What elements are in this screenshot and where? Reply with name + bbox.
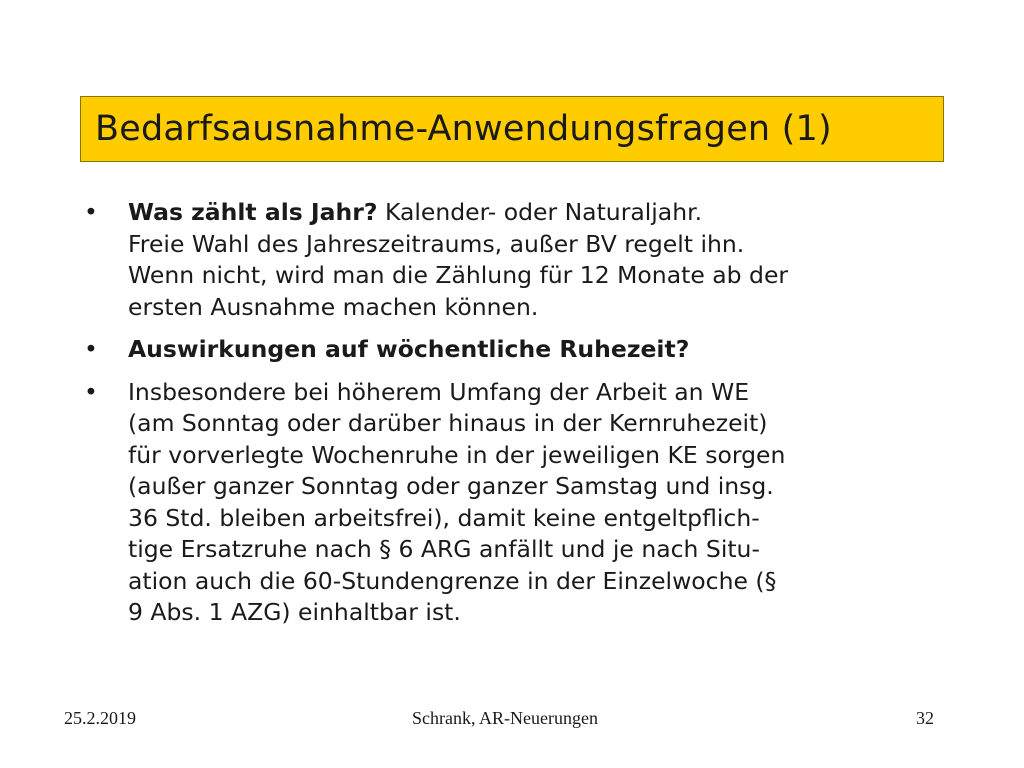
footer-author: Schrank, AR-Neuerungen: [412, 708, 598, 728]
bullet-line: Insbesondere bei höherem Umfang der Arbeit an WE: [128, 377, 750, 406]
bullet-line: [128, 197, 964, 229]
bullet-body: [128, 377, 964, 629]
bullet-lead: Auswirkungen auf wöchentliche Ruhezeit?: [128, 335, 690, 363]
footer-page-number: 32: [916, 708, 934, 728]
bullet-item-year: [84, 197, 964, 323]
slide-title-box: [80, 96, 944, 162]
bullet-line: für vorverlegte Wochenruhe in der jeweiligen KE sorgen: [128, 440, 786, 469]
bullet-body: [128, 334, 964, 366]
bullet-line: ation auch die 60-Stundengrenze in der Einzelwoche (§: [128, 566, 777, 595]
bullet-list: [84, 197, 964, 640]
bullet-line: 36 Std. bleiben arbeitsfrei), damit keine entgeltpflich-: [128, 503, 760, 532]
bullet-line-text: Kalender- oder Naturaljahr.: [377, 198, 703, 226]
bullet-line: 9 Abs. 1 AZG) einhaltbar ist.: [128, 598, 461, 626]
bullet-line: ersten Ausnahme machen können.: [128, 292, 539, 321]
bullet-line: (am Sonntag oder darüber hinaus in der Kernruhezeit): [128, 409, 768, 437]
bullet-item-weekend-work: [84, 377, 964, 629]
bullet-body: [128, 197, 964, 323]
bullet-dot-icon: •: [84, 335, 98, 363]
footer-date: 25.2.2019: [64, 708, 136, 728]
bullet-dot-icon: •: [84, 377, 98, 406]
bullet-line: Freie Wahl des Jahreszeitraums, außer BV regelt ihn.: [128, 229, 745, 258]
bullet-item-rest-period: [84, 334, 964, 366]
bullet-line: Wenn nicht, wird man die Zählung für 12 Monate ab der: [128, 261, 789, 289]
bullet-line: tige Ersatzruhe nach § 6 ARG anfällt und je nach Situ-: [128, 535, 760, 563]
bullet-line: (außer ganzer Sonntag oder ganzer Samstag und insg.: [128, 472, 774, 500]
bullet-lead: Was zählt als Jahr?: [128, 198, 378, 226]
bullet-dot-icon: •: [84, 198, 98, 226]
slide-title: Bedarfsausnahme-Anwendungsfragen (1): [95, 109, 832, 149]
